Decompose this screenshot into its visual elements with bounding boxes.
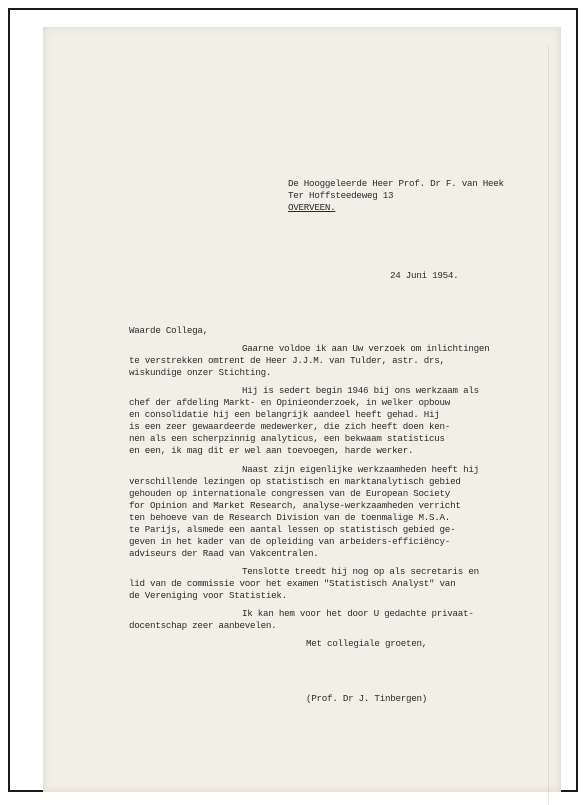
paragraph-2-line-1: Hij is sedert begin 1946 bij ons werkzaam als <box>242 385 479 396</box>
paragraph-3-line-2: verschillende lezingen op statistisch en marktanalytisch gebied <box>129 476 461 487</box>
paragraph-2-line-4: is een zeer gewaardeerde medewerker, die zich heeft doen ken- <box>129 421 451 432</box>
paragraph-2-line-5: nen als een scherpzinnig analyticus, een bekwaam statisticus <box>129 433 445 444</box>
paper-edge <box>548 45 549 805</box>
letter-date: 24 Juni 1954. <box>390 270 459 281</box>
paragraph-3-line-8: adviseurs der Raad van Vakcentralen. <box>129 548 319 559</box>
recipient-city: OVERVEEN. <box>288 202 336 213</box>
paragraph-1-line-2: te verstrekken omtrent de Heer J.J.M. van Tulder, astr. drs, <box>129 355 445 366</box>
paragraph-3-line-6: te Parijs, alsmede een aantal lessen op statistisch gebied ge- <box>129 524 456 535</box>
paragraph-4-line-2: lid van de commissie voor het examen "Statistisch Analyst" van <box>129 578 456 589</box>
paragraph-1-line-1: Gaarne voldoe ik aan Uw verzoek om inlichtingen <box>242 343 490 354</box>
paragraph-3-line-4: for Opinion and Market Research, analyse-werkzaamheden verricht <box>129 500 461 511</box>
document-frame <box>8 8 578 792</box>
paragraph-5-line-1: Ik kan hem voor het door U gedachte privaat- <box>242 608 474 619</box>
paragraph-5-line-2: docentschap zeer aanbevelen. <box>129 620 277 631</box>
paragraph-1-line-3: wiskundige onzer Stichting. <box>129 367 272 378</box>
recipient-street: Ter Hoffsteedeweg 13 <box>288 190 394 201</box>
paragraph-3-line-1: Naast zijn eigenlijke werkzaamheden heeft hij <box>242 464 479 475</box>
paragraph-2-line-3: en consolidatie hij een belangrijk aandeel heeft gehad. Hij <box>129 409 440 420</box>
recipient-name: De Hooggeleerde Heer Prof. Dr F. van Heek <box>288 178 504 189</box>
paragraph-4-line-3: de Vereniging voor Statistiek. <box>129 590 287 601</box>
paragraph-2-line-2: chef der afdeling Markt- en Opinieonderzoek, in welker opbouw <box>129 397 451 408</box>
paragraph-3-line-5: ten behoeve van de Research Division van de toenmalige M.S.A. <box>129 512 451 523</box>
letter-sheet <box>43 27 561 792</box>
salutation: Waarde Collega, <box>129 325 208 336</box>
closing: Met collegiale groeten, <box>306 638 428 649</box>
paragraph-3-line-3: gehouden op internationale congressen van de European Society <box>129 488 451 499</box>
paragraph-4-line-1: Tenslotte treedt hij nog op als secretaris en <box>242 566 479 577</box>
paragraph-3-line-7: geven in het kader van de opleiding van arbeiders-efficiëncy- <box>129 536 451 547</box>
signature: (Prof. Dr J. Tinbergen) <box>306 693 428 704</box>
paragraph-2-line-6: en een, ik mag dit er wel aan toevoegen, harde werker. <box>129 445 414 456</box>
